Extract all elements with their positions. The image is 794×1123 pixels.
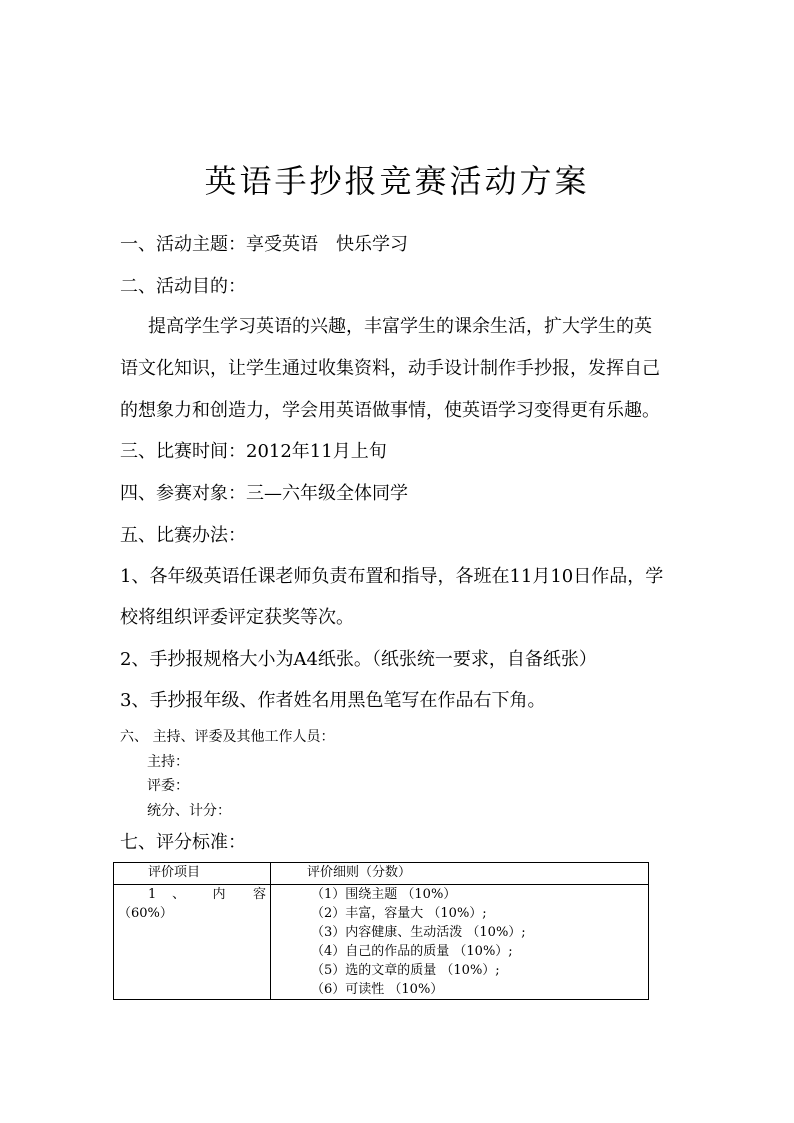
purpose-heading: 二、活动目的： — [120, 276, 246, 297]
category-label: 1 、 内 容 — [148, 887, 266, 902]
header-cell-item: 评价项目 — [114, 863, 271, 885]
criteria-item: （6）可读性 （10%） — [311, 982, 444, 997]
purpose-line: 提高学生学习英语的兴趣，丰富学生的课余生活，扩大学生的英 — [148, 316, 652, 337]
criteria-heading: 七、评分标准： — [120, 832, 246, 853]
staff-heading: 六、 主持、评委及其他工作人员： — [120, 729, 335, 745]
participants: 四、参赛对象：三—六年级全体同学 — [120, 483, 408, 504]
category-cell — [114, 885, 271, 1000]
criteria-item: （3）内容健康、生动活泼 （10%）; — [311, 925, 526, 940]
criteria-item: （4）自己的作品的质量 （10%）; — [311, 944, 513, 959]
purpose-line: 的想象力和创造力，学会用英语做事情，使英语学习变得更有乐趣。 — [120, 400, 660, 421]
document-title: 英语手抄报竞赛活动方案 — [204, 162, 590, 200]
staff-item-judges: 评委： — [147, 778, 189, 794]
staff-item-host: 主持： — [147, 754, 189, 770]
activity-theme: 一、活动主题：享受英语 快乐学习 — [120, 234, 408, 255]
criteria-item: （2）丰富，容量大 （10%）; — [311, 906, 487, 921]
criteria-item: （5）选的文章的质量 （10%）; — [311, 963, 500, 978]
criteria-item: （1）围绕主题 （10%） — [311, 887, 457, 902]
purpose-line: 语文化知识，让学生通过收集资料，动手设计制作手抄报，发挥自己 — [120, 358, 660, 379]
method-line: 3、手抄报年级、作者姓名用黑色笔写在作品右下角。 — [120, 690, 546, 711]
category-weight: （60%） — [118, 906, 173, 921]
method-line: 2、手抄报规格大小为A4纸张。（纸张统一要求，自备纸张） — [120, 649, 597, 670]
method-heading: 五、比赛办法： — [120, 525, 246, 546]
header-cell-detail: 评价细则（分数） — [271, 863, 649, 885]
scoring-table — [113, 862, 649, 1000]
table-row — [114, 885, 649, 1000]
competition-time: 三、比赛时间：2012年11月上旬 — [120, 441, 387, 462]
staff-item-scorers: 统分、计分： — [147, 803, 231, 819]
method-line: 1、各年级英语任课老师负责布置和指导，各班在11月10日作品，学 — [120, 566, 664, 587]
method-line: 校将组织评委评定获奖等次。 — [120, 607, 354, 628]
detail-cell — [271, 885, 649, 1000]
table-header-row — [114, 863, 649, 885]
